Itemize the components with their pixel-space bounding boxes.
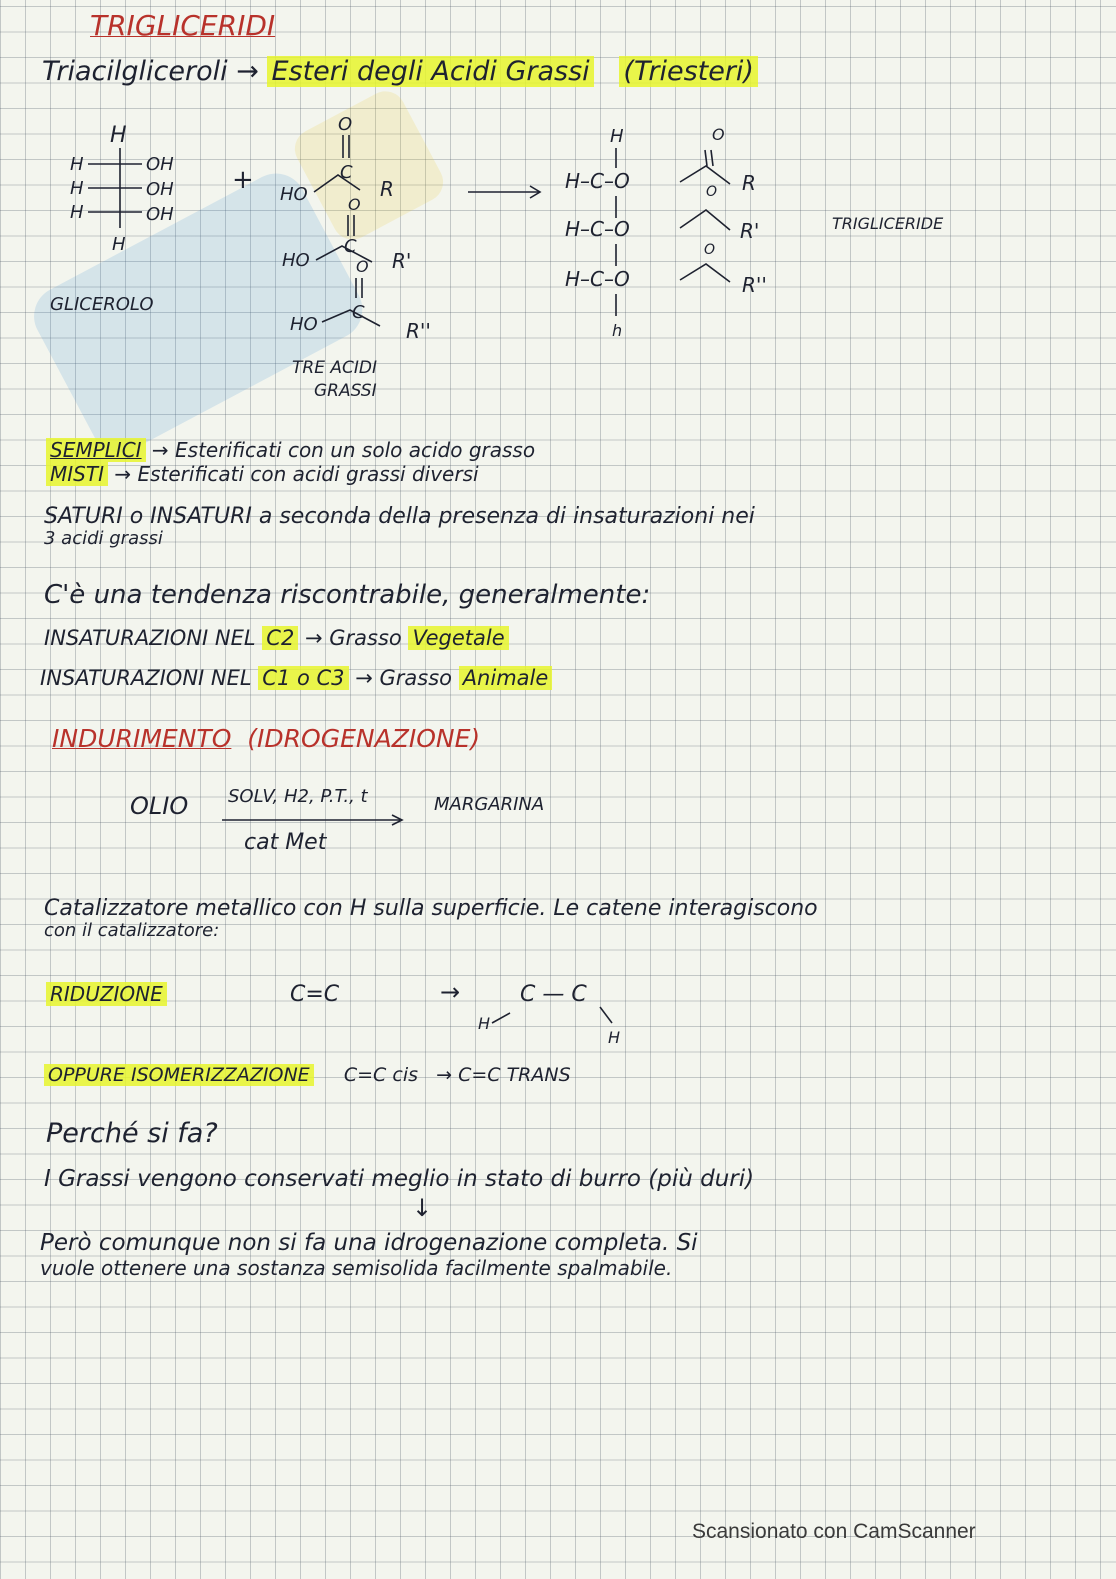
svg-text:+: + [232, 165, 254, 195]
grassi-line: I Grassi vengono conservati meglio in stato di burro (più duri) [44, 1166, 755, 1192]
svg-text:R'': R'' [406, 319, 431, 343]
misti-line: MISTI → Esterificati con acidi grassi diversi [46, 464, 479, 484]
riduzione-label: RIDUZIONE [46, 984, 167, 1004]
svg-text:O: O [712, 125, 725, 144]
tendenza-line: C'è una tendenza riscontrabile, generalmente: [44, 580, 651, 610]
svg-text:O: O [704, 242, 716, 258]
svg-text:h: h [612, 321, 623, 340]
svg-text:H: H [478, 1014, 491, 1033]
label-trigliceride: TRIGLICERIDE [832, 214, 944, 233]
svg-text:H–C–O: H–C–O [565, 267, 630, 291]
svg-text:H: H [112, 234, 126, 255]
riduzione-arrow: → [440, 978, 461, 1006]
svg-text:R: R [742, 171, 756, 195]
svg-text:H: H [610, 126, 624, 147]
svg-text:OH: OH [146, 154, 174, 175]
svg-text:C: C [340, 162, 353, 183]
svg-text:O: O [348, 195, 361, 214]
svg-text:H–C–O: H–C–O [565, 217, 630, 241]
semplici-line: SEMPLICI → Esterificati con un solo acido grasso [46, 440, 535, 460]
margarina-label: MARGARINA [434, 794, 545, 815]
svg-text:R': R' [740, 219, 760, 243]
svg-text:H: H [70, 154, 84, 175]
svg-text:R': R' [392, 249, 412, 273]
svg-text:O: O [356, 257, 369, 276]
svg-text:R'': R'' [742, 273, 767, 297]
pero-line-2: vuole ottenere una sostanza semisolida facilmente spalmabile. [40, 1256, 673, 1280]
svg-text:H: H [608, 1028, 621, 1047]
svg-text:OH: OH [146, 204, 174, 225]
riduzione-product-diagram [470, 975, 650, 1050]
olio-arrow [220, 812, 410, 828]
svg-text:OH: OH [146, 179, 174, 200]
label-acidi-2: GRASSI [314, 381, 377, 401]
riduzione-reactant: C=C [290, 982, 340, 1007]
svg-text:HO: HO [290, 314, 318, 335]
svg-text:C: C [352, 302, 365, 323]
pero-line-1: Però comunque non si fa una idrogenazione completa. Si [40, 1230, 698, 1256]
svg-text:HO: HO [280, 184, 308, 205]
indurimento-heading: INDURIMENTO (IDROGENAZIONE) [52, 724, 481, 753]
svg-text:H: H [70, 202, 84, 223]
olio-conditions-top: SOLV, H2, P.T., t [228, 786, 368, 807]
oppure-line: OPPURE ISOMERIZZAZIONE C=C cis → C=C TRANS [44, 1066, 571, 1085]
svg-text:O: O [706, 184, 718, 200]
olio-label: OLIO [130, 792, 189, 820]
glycerol-h-top: H [110, 123, 127, 148]
down-arrow: ↓ [412, 1194, 433, 1222]
camscanner-footer: Scansionato con CamScanner [692, 1520, 976, 1543]
insaturazioni-c1-c3: INSATURAZIONI NEL C1 o C3 → Grasso Animale [40, 668, 552, 689]
catalizzatore-line-1: Catalizzatore metallico con H sulla superficie. Le catene interagiscono [44, 896, 818, 921]
label-glicerolo: GLICEROLO [50, 294, 154, 315]
olio-conditions-bottom: cat Met [244, 830, 327, 855]
label-acidi-1: TRE ACIDI [292, 358, 377, 378]
svg-text:O: O [338, 114, 353, 135]
insaturazioni-c2: INSATURAZIONI NEL C2 → Grasso Vegetale [44, 628, 509, 649]
triacil-line: Triacilgliceroli → Esteri degli Acidi Grassi (Triesteri) [42, 58, 758, 85]
svg-text:C: C [344, 236, 357, 257]
saturi-line-2: 3 acidi grassi [44, 528, 163, 549]
svg-text:R: R [380, 177, 394, 201]
perche-heading: Perché si fa? [46, 1118, 218, 1149]
svg-text:C — C: C — C [520, 982, 587, 1007]
catalizzatore-line-2: con il catalizzatore: [44, 920, 220, 941]
svg-text:HO: HO [282, 250, 310, 271]
svg-text:H–C–O: H–C–O [565, 169, 630, 193]
page-title: TRIGLICERIDI [90, 9, 276, 42]
svg-text:H: H [70, 178, 84, 199]
saturi-line-1: SATURI o INSATURI a seconda della presenza di insaturazioni nei [44, 504, 755, 529]
